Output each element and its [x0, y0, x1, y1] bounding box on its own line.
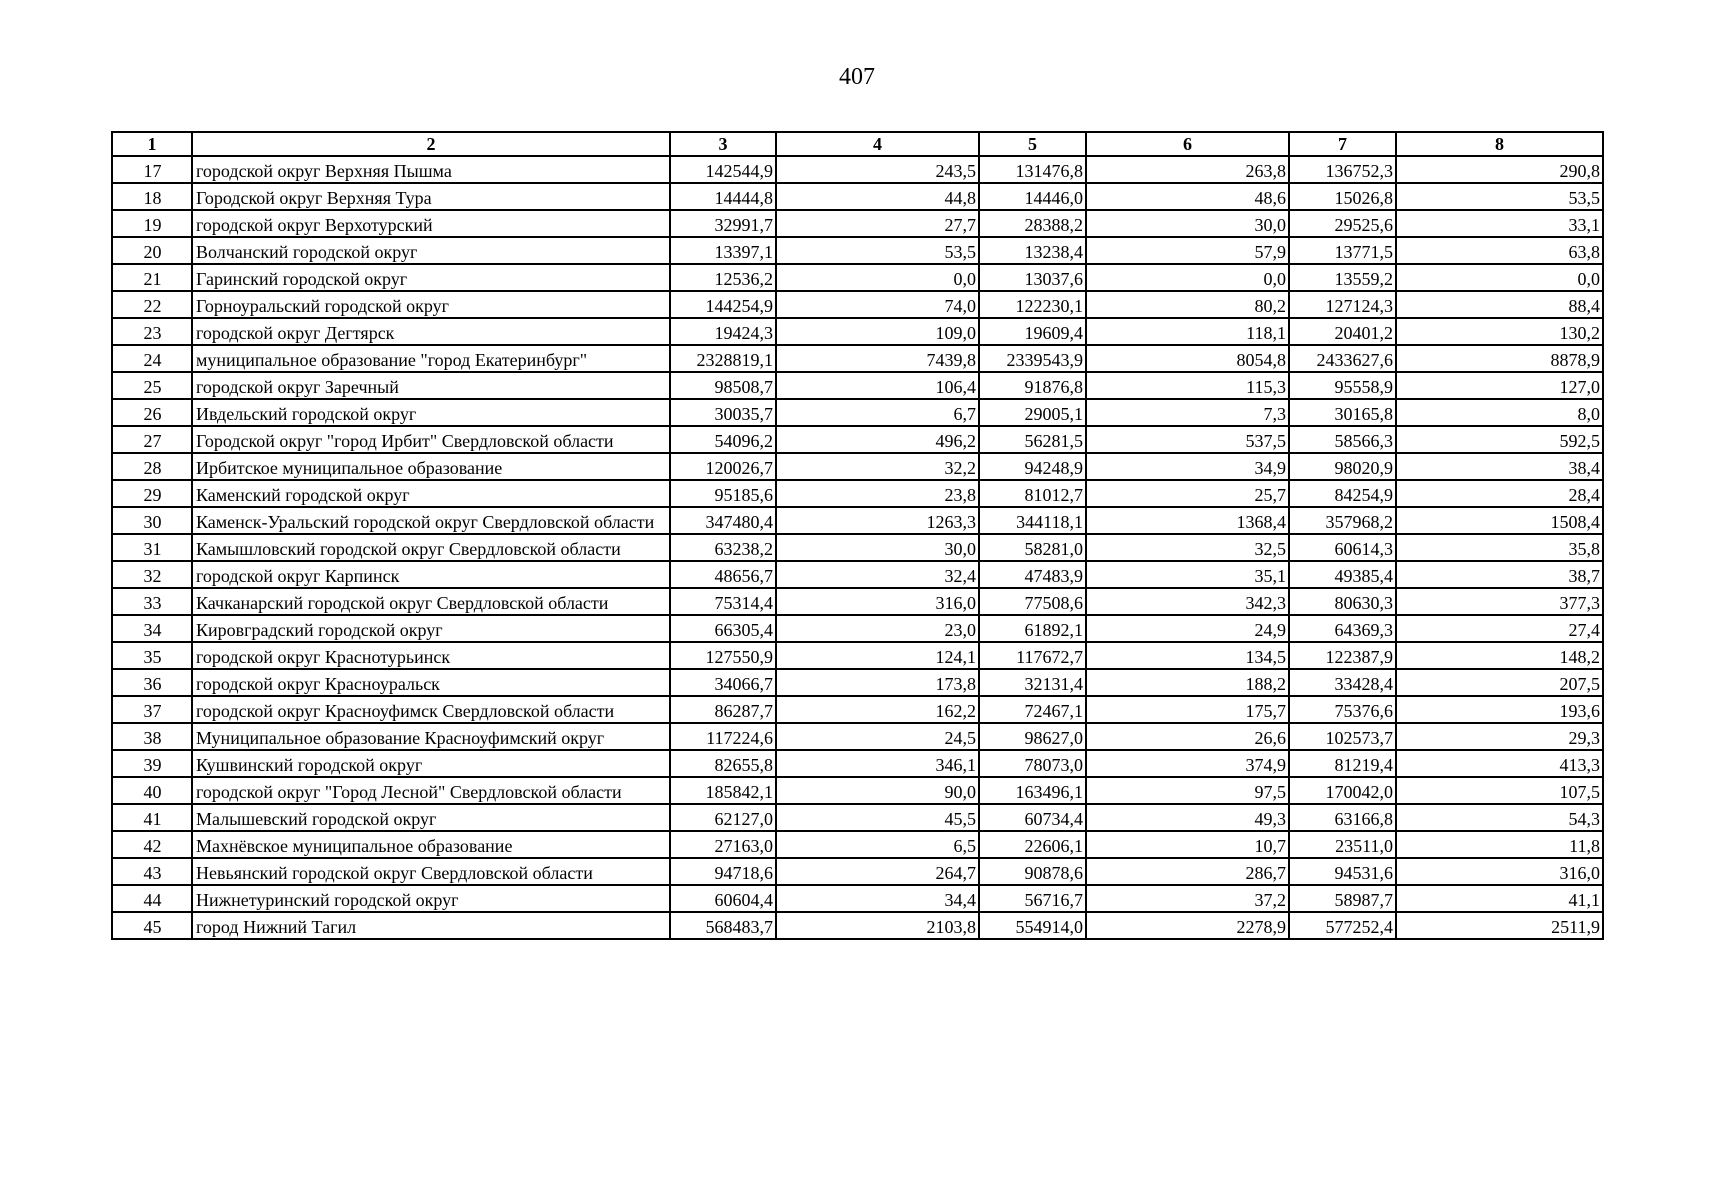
table-row: [112, 345, 1603, 372]
page-number: 407: [839, 64, 875, 90]
municipality-name: городской округ Карпинск: [192, 561, 670, 588]
value-cell-col-5: 32131,4: [979, 669, 1086, 696]
value-cell-col-8: 41,1: [1396, 885, 1603, 912]
value-cell-col-7: 49385,4: [1289, 561, 1396, 588]
table-row: [112, 372, 1603, 399]
municipality-name: Ивдельский городской округ: [192, 399, 670, 426]
municipality-name: Волчанский городской округ: [192, 237, 670, 264]
value-cell-col-3: 54096,2: [670, 426, 776, 453]
value-cell-col-4: 7439,8: [776, 345, 979, 372]
value-cell-col-6: 34,9: [1086, 453, 1289, 480]
value-cell-col-7: 2433627,6: [1289, 345, 1396, 372]
table-row: [112, 399, 1603, 426]
value-cell-col-4: 32,2: [776, 453, 979, 480]
value-cell-col-6: 0,0: [1086, 264, 1289, 291]
table-row: [112, 534, 1603, 561]
row-number: 34: [112, 615, 192, 642]
value-cell-col-3: 144254,9: [670, 291, 776, 318]
municipality-name: Муниципальное образование Красноуфимский округ: [192, 723, 670, 750]
value-cell-col-6: 32,5: [1086, 534, 1289, 561]
value-cell-col-8: 290,8: [1396, 156, 1603, 183]
value-cell-col-3: 48656,7: [670, 561, 776, 588]
value-cell-col-6: 97,5: [1086, 777, 1289, 804]
value-cell-col-5: 56716,7: [979, 885, 1086, 912]
value-cell-col-6: 175,7: [1086, 696, 1289, 723]
value-cell-col-5: 61892,1: [979, 615, 1086, 642]
value-cell-col-4: 1263,3: [776, 507, 979, 534]
value-cell-col-7: 58566,3: [1289, 426, 1396, 453]
value-cell-col-7: 102573,7: [1289, 723, 1396, 750]
value-cell-col-4: 0,0: [776, 264, 979, 291]
column-header-7: 7: [1289, 132, 1396, 156]
value-cell-col-3: 60604,4: [670, 885, 776, 912]
value-cell-col-3: 120026,7: [670, 453, 776, 480]
table-row: [112, 885, 1603, 912]
municipality-name: Малышевский городской округ: [192, 804, 670, 831]
value-cell-col-8: 28,4: [1396, 480, 1603, 507]
value-cell-col-7: 33428,4: [1289, 669, 1396, 696]
value-cell-col-3: 12536,2: [670, 264, 776, 291]
row-number: 42: [112, 831, 192, 858]
value-cell-col-6: 286,7: [1086, 858, 1289, 885]
municipality-name: городской округ Верхотурский: [192, 210, 670, 237]
value-cell-col-8: 148,2: [1396, 642, 1603, 669]
value-cell-col-8: 27,4: [1396, 615, 1603, 642]
value-cell-col-4: 264,7: [776, 858, 979, 885]
value-cell-col-4: 23,8: [776, 480, 979, 507]
value-cell-col-5: 29005,1: [979, 399, 1086, 426]
row-number: 36: [112, 669, 192, 696]
value-cell-col-5: 131476,8: [979, 156, 1086, 183]
value-cell-col-7: 577252,4: [1289, 912, 1396, 939]
value-cell-col-4: 53,5: [776, 237, 979, 264]
value-cell-col-8: 53,5: [1396, 183, 1603, 210]
value-cell-col-7: 84254,9: [1289, 480, 1396, 507]
value-cell-col-3: 568483,7: [670, 912, 776, 939]
municipality-name: Качканарский городской округ Свердловской области: [192, 588, 670, 615]
value-cell-col-5: 117672,7: [979, 642, 1086, 669]
value-cell-col-4: 24,5: [776, 723, 979, 750]
row-number: 23: [112, 318, 192, 345]
value-cell-col-5: 22606,1: [979, 831, 1086, 858]
header-row: [112, 132, 1603, 156]
value-cell-col-5: 56281,5: [979, 426, 1086, 453]
table-row: [112, 237, 1603, 264]
row-number: 45: [112, 912, 192, 939]
value-cell-col-8: 413,3: [1396, 750, 1603, 777]
table-row: [112, 291, 1603, 318]
value-cell-col-8: 207,5: [1396, 669, 1603, 696]
column-header-5: 5: [979, 132, 1086, 156]
municipality-name: Ирбитское муниципальное образование: [192, 453, 670, 480]
value-cell-col-8: 2511,9: [1396, 912, 1603, 939]
municipality-name: городской округ Красноуфимск Свердловской области: [192, 696, 670, 723]
value-cell-col-8: 33,1: [1396, 210, 1603, 237]
value-cell-col-6: 115,3: [1086, 372, 1289, 399]
table-row: [112, 669, 1603, 696]
value-cell-col-5: 13238,4: [979, 237, 1086, 264]
value-cell-col-3: 62127,0: [670, 804, 776, 831]
value-cell-col-3: 127550,9: [670, 642, 776, 669]
column-header-4: 4: [776, 132, 979, 156]
value-cell-col-8: 193,6: [1396, 696, 1603, 723]
row-number: 41: [112, 804, 192, 831]
column-header-2: 2: [192, 132, 670, 156]
value-cell-col-4: 496,2: [776, 426, 979, 453]
row-number: 20: [112, 237, 192, 264]
value-cell-col-6: 263,8: [1086, 156, 1289, 183]
value-cell-col-4: 2103,8: [776, 912, 979, 939]
row-number: 19: [112, 210, 192, 237]
municipality-name: городской округ Красноуральск: [192, 669, 670, 696]
column-header-6: 6: [1086, 132, 1289, 156]
value-cell-col-3: 2328819,1: [670, 345, 776, 372]
value-cell-col-7: 170042,0: [1289, 777, 1396, 804]
value-cell-col-5: 13037,6: [979, 264, 1086, 291]
row-number: 39: [112, 750, 192, 777]
municipality-name: Кировградский городской округ: [192, 615, 670, 642]
municipality-name: Городской округ "город Ирбит" Свердловской области: [192, 426, 670, 453]
table-row: [112, 831, 1603, 858]
table-row: [112, 912, 1603, 939]
value-cell-col-6: 48,6: [1086, 183, 1289, 210]
value-cell-col-3: 13397,1: [670, 237, 776, 264]
value-cell-col-6: 537,5: [1086, 426, 1289, 453]
table-row: [112, 561, 1603, 588]
value-cell-col-4: 74,0: [776, 291, 979, 318]
table-row: [112, 804, 1603, 831]
row-number: 35: [112, 642, 192, 669]
table-row: [112, 426, 1603, 453]
value-cell-col-3: 66305,4: [670, 615, 776, 642]
value-cell-col-8: 8878,9: [1396, 345, 1603, 372]
value-cell-col-7: 30165,8: [1289, 399, 1396, 426]
value-cell-col-3: 142544,9: [670, 156, 776, 183]
value-cell-col-5: 77508,6: [979, 588, 1086, 615]
value-cell-col-6: 118,1: [1086, 318, 1289, 345]
value-cell-col-8: 1508,4: [1396, 507, 1603, 534]
value-cell-col-3: 94718,6: [670, 858, 776, 885]
value-cell-col-6: 57,9: [1086, 237, 1289, 264]
value-cell-col-6: 10,7: [1086, 831, 1289, 858]
row-number: 26: [112, 399, 192, 426]
value-cell-col-7: 122387,9: [1289, 642, 1396, 669]
value-cell-col-4: 106,4: [776, 372, 979, 399]
value-cell-col-7: 58987,7: [1289, 885, 1396, 912]
value-cell-col-6: 374,9: [1086, 750, 1289, 777]
value-cell-col-4: 44,8: [776, 183, 979, 210]
municipality-name: Каменский городской округ: [192, 480, 670, 507]
value-cell-col-3: 185842,1: [670, 777, 776, 804]
value-cell-col-8: 316,0: [1396, 858, 1603, 885]
value-cell-col-7: 80630,3: [1289, 588, 1396, 615]
value-cell-col-6: 30,0: [1086, 210, 1289, 237]
table-row: [112, 318, 1603, 345]
row-number: 24: [112, 345, 192, 372]
row-number: 29: [112, 480, 192, 507]
municipality-name: Гаринский городской округ: [192, 264, 670, 291]
table-row: [112, 264, 1603, 291]
value-cell-col-5: 94248,9: [979, 453, 1086, 480]
value-cell-col-3: 98508,7: [670, 372, 776, 399]
value-cell-col-8: 54,3: [1396, 804, 1603, 831]
value-cell-col-3: 347480,4: [670, 507, 776, 534]
data-table: [111, 131, 1604, 940]
municipality-name: Горноуральский городской округ: [192, 291, 670, 318]
value-cell-col-7: 81219,4: [1289, 750, 1396, 777]
value-cell-col-6: 188,2: [1086, 669, 1289, 696]
value-cell-col-3: 95185,6: [670, 480, 776, 507]
value-cell-col-4: 346,1: [776, 750, 979, 777]
value-cell-col-4: 27,7: [776, 210, 979, 237]
value-cell-col-3: 30035,7: [670, 399, 776, 426]
row-number: 33: [112, 588, 192, 615]
row-number: 30: [112, 507, 192, 534]
municipality-name: городской округ Краснотурьинск: [192, 642, 670, 669]
value-cell-col-5: 2339543,9: [979, 345, 1086, 372]
value-cell-col-7: 94531,6: [1289, 858, 1396, 885]
value-cell-col-3: 86287,7: [670, 696, 776, 723]
value-cell-col-3: 34066,7: [670, 669, 776, 696]
row-number: 38: [112, 723, 192, 750]
value-cell-col-7: 95558,9: [1289, 372, 1396, 399]
value-cell-col-8: 127,0: [1396, 372, 1603, 399]
value-cell-col-8: 107,5: [1396, 777, 1603, 804]
row-number: 27: [112, 426, 192, 453]
value-cell-col-5: 81012,7: [979, 480, 1086, 507]
value-cell-col-5: 122230,1: [979, 291, 1086, 318]
value-cell-col-7: 64369,3: [1289, 615, 1396, 642]
value-cell-col-5: 19609,4: [979, 318, 1086, 345]
value-cell-col-7: 23511,0: [1289, 831, 1396, 858]
value-cell-col-4: 23,0: [776, 615, 979, 642]
table-row: [112, 696, 1603, 723]
value-cell-col-3: 19424,3: [670, 318, 776, 345]
value-cell-col-7: 75376,6: [1289, 696, 1396, 723]
value-cell-col-3: 32991,7: [670, 210, 776, 237]
column-header-8: 8: [1396, 132, 1603, 156]
row-number: 37: [112, 696, 192, 723]
column-header-1: 1: [112, 132, 192, 156]
municipality-name: Нижнетуринский городской округ: [192, 885, 670, 912]
value-cell-col-6: 8054,8: [1086, 345, 1289, 372]
value-cell-col-5: 163496,1: [979, 777, 1086, 804]
row-number: 18: [112, 183, 192, 210]
value-cell-col-4: 124,1: [776, 642, 979, 669]
value-cell-col-7: 13559,2: [1289, 264, 1396, 291]
value-cell-col-6: 80,2: [1086, 291, 1289, 318]
municipality-name: Городской округ Верхняя Тура: [192, 183, 670, 210]
table-row: [112, 210, 1603, 237]
table-row: [112, 858, 1603, 885]
value-cell-col-5: 60734,4: [979, 804, 1086, 831]
table-body: [112, 156, 1603, 939]
value-cell-col-7: 63166,8: [1289, 804, 1396, 831]
municipality-name: городской округ Заречный: [192, 372, 670, 399]
value-cell-col-5: 344118,1: [979, 507, 1086, 534]
row-number: 22: [112, 291, 192, 318]
table-row: [112, 642, 1603, 669]
value-cell-col-7: 127124,3: [1289, 291, 1396, 318]
value-cell-col-4: 109,0: [776, 318, 979, 345]
value-cell-col-3: 82655,8: [670, 750, 776, 777]
value-cell-col-8: 29,3: [1396, 723, 1603, 750]
value-cell-col-4: 162,2: [776, 696, 979, 723]
municipality-name: городской округ "Город Лесной" Свердловской области: [192, 777, 670, 804]
value-cell-col-6: 35,1: [1086, 561, 1289, 588]
value-cell-col-7: 60614,3: [1289, 534, 1396, 561]
value-cell-col-3: 63238,2: [670, 534, 776, 561]
value-cell-col-7: 357968,2: [1289, 507, 1396, 534]
table-row: [112, 750, 1603, 777]
value-cell-col-7: 98020,9: [1289, 453, 1396, 480]
value-cell-col-7: 136752,3: [1289, 156, 1396, 183]
table-row: [112, 615, 1603, 642]
value-cell-col-8: 0,0: [1396, 264, 1603, 291]
value-cell-col-7: 20401,2: [1289, 318, 1396, 345]
value-cell-col-8: 63,8: [1396, 237, 1603, 264]
row-number: 32: [112, 561, 192, 588]
table-row: [112, 507, 1603, 534]
table-row: [112, 453, 1603, 480]
value-cell-col-6: 25,7: [1086, 480, 1289, 507]
value-cell-col-6: 26,6: [1086, 723, 1289, 750]
table-row: [112, 156, 1603, 183]
value-cell-col-4: 6,5: [776, 831, 979, 858]
value-cell-col-4: 45,5: [776, 804, 979, 831]
row-number: 28: [112, 453, 192, 480]
value-cell-col-4: 173,8: [776, 669, 979, 696]
table-row: [112, 183, 1603, 210]
value-cell-col-6: 342,3: [1086, 588, 1289, 615]
value-cell-col-3: 117224,6: [670, 723, 776, 750]
value-cell-col-6: 7,3: [1086, 399, 1289, 426]
value-cell-col-4: 316,0: [776, 588, 979, 615]
value-cell-col-4: 32,4: [776, 561, 979, 588]
municipality-name: Каменск-Уральский городской округ Свердловской области: [192, 507, 670, 534]
value-cell-col-6: 37,2: [1086, 885, 1289, 912]
value-cell-col-7: 29525,6: [1289, 210, 1396, 237]
value-cell-col-8: 130,2: [1396, 318, 1603, 345]
municipality-name: городской округ Верхняя Пышма: [192, 156, 670, 183]
value-cell-col-4: 30,0: [776, 534, 979, 561]
value-cell-col-5: 90878,6: [979, 858, 1086, 885]
value-cell-col-5: 28388,2: [979, 210, 1086, 237]
value-cell-col-8: 88,4: [1396, 291, 1603, 318]
value-cell-col-5: 91876,8: [979, 372, 1086, 399]
value-cell-col-5: 98627,0: [979, 723, 1086, 750]
column-header-3: 3: [670, 132, 776, 156]
value-cell-col-7: 15026,8: [1289, 183, 1396, 210]
value-cell-col-3: 75314,4: [670, 588, 776, 615]
value-cell-col-8: 38,4: [1396, 453, 1603, 480]
value-cell-col-5: 554914,0: [979, 912, 1086, 939]
municipality-name: город Нижний Тагил: [192, 912, 670, 939]
municipality-name: Камышловский городской округ Свердловской области: [192, 534, 670, 561]
row-number: 44: [112, 885, 192, 912]
row-number: 17: [112, 156, 192, 183]
value-cell-col-8: 377,3: [1396, 588, 1603, 615]
table-row: [112, 480, 1603, 507]
value-cell-col-8: 8,0: [1396, 399, 1603, 426]
table-row: [112, 588, 1603, 615]
value-cell-col-5: 47483,9: [979, 561, 1086, 588]
value-cell-col-6: 49,3: [1086, 804, 1289, 831]
value-cell-col-7: 13771,5: [1289, 237, 1396, 264]
value-cell-col-4: 34,4: [776, 885, 979, 912]
municipality-name: Кушвинский городской округ: [192, 750, 670, 777]
value-cell-col-3: 14444,8: [670, 183, 776, 210]
table-row: [112, 723, 1603, 750]
value-cell-col-6: 2278,9: [1086, 912, 1289, 939]
row-number: 40: [112, 777, 192, 804]
row-number: 25: [112, 372, 192, 399]
value-cell-col-5: 14446,0: [979, 183, 1086, 210]
value-cell-col-4: 6,7: [776, 399, 979, 426]
value-cell-col-5: 72467,1: [979, 696, 1086, 723]
value-cell-col-3: 27163,0: [670, 831, 776, 858]
value-cell-col-6: 134,5: [1086, 642, 1289, 669]
value-cell-col-6: 1368,4: [1086, 507, 1289, 534]
municipality-name: Невьянский городской округ Свердловской области: [192, 858, 670, 885]
value-cell-col-4: 90,0: [776, 777, 979, 804]
value-cell-col-8: 35,8: [1396, 534, 1603, 561]
row-number: 21: [112, 264, 192, 291]
value-cell-col-5: 78073,0: [979, 750, 1086, 777]
value-cell-col-6: 24,9: [1086, 615, 1289, 642]
row-number: 31: [112, 534, 192, 561]
value-cell-col-5: 58281,0: [979, 534, 1086, 561]
municipality-name: Махнёвское муниципальное образование: [192, 831, 670, 858]
value-cell-col-8: 38,7: [1396, 561, 1603, 588]
value-cell-col-4: 243,5: [776, 156, 979, 183]
row-number: 43: [112, 858, 192, 885]
municipality-name: городской округ Дегтярск: [192, 318, 670, 345]
value-cell-col-8: 11,8: [1396, 831, 1603, 858]
value-cell-col-8: 592,5: [1396, 426, 1603, 453]
table-row: [112, 777, 1603, 804]
municipality-name: муниципальное образование "город Екатеринбург": [192, 345, 670, 372]
